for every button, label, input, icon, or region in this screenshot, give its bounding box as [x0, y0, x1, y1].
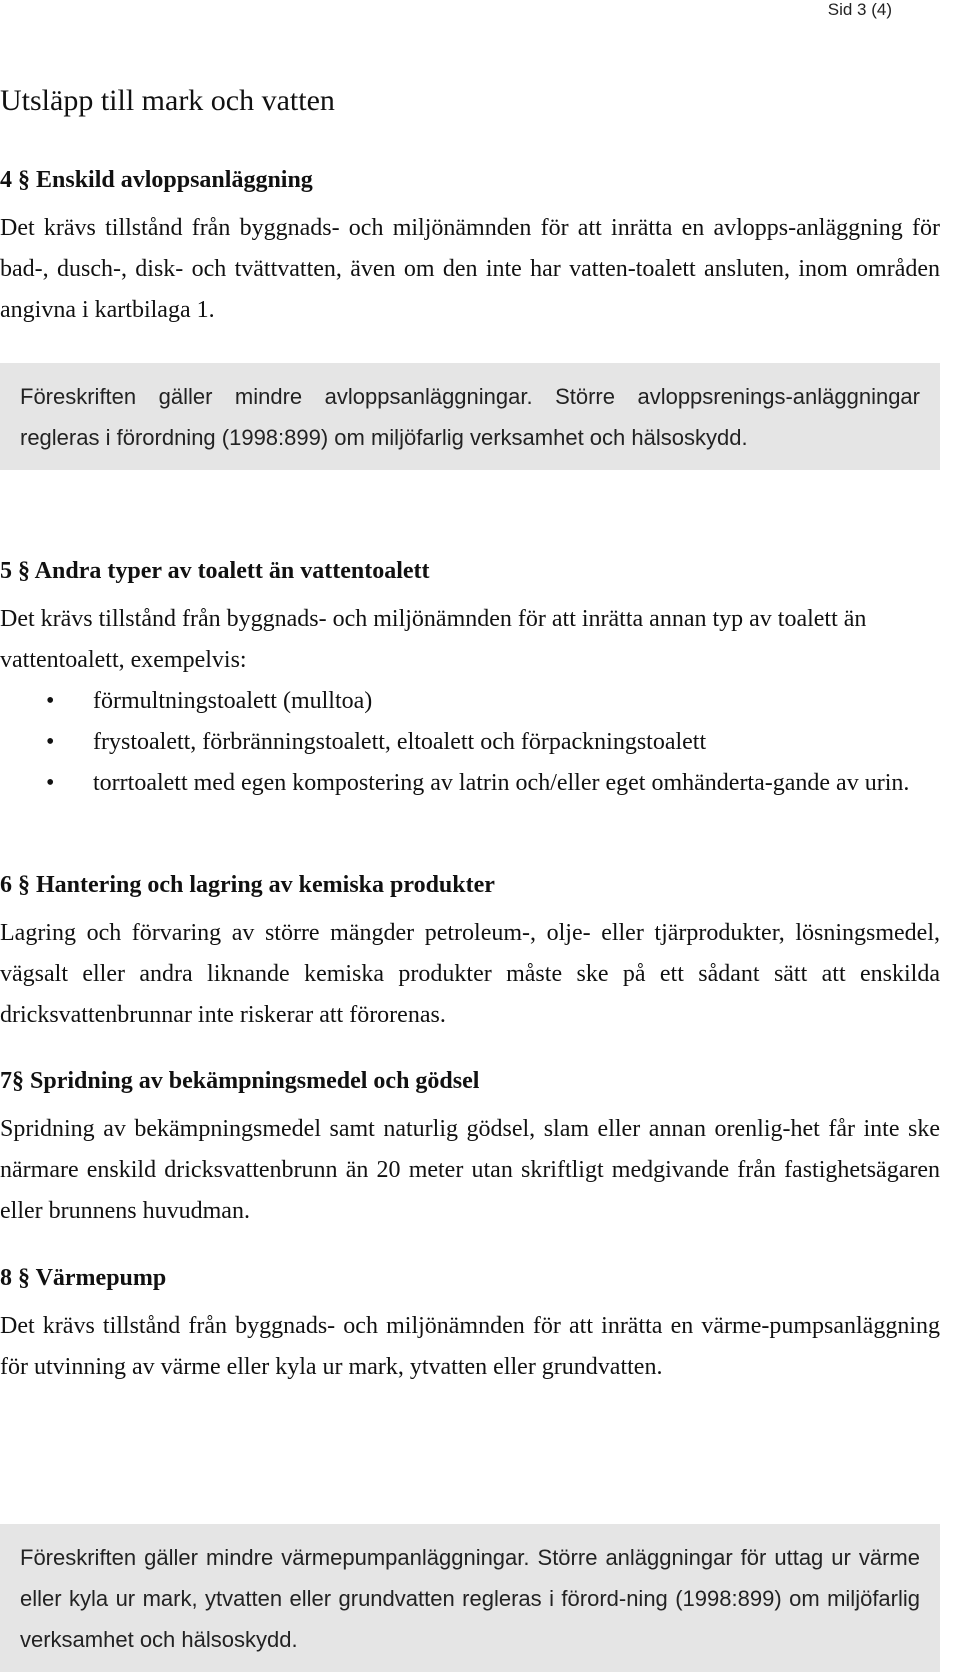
list-item: • förmultningstoalett (mulltoa) — [0, 681, 940, 722]
document-title: Utsläpp till mark och vatten — [0, 84, 335, 117]
section-heading: 5 § Andra typer av toalett än vattentoalett — [0, 558, 430, 584]
bullet-icon: • — [46, 688, 55, 714]
section-7 — [0, 1065, 940, 1232]
bullet-list — [0, 681, 940, 804]
page-number: Sid 3 (4) — [827, 0, 892, 19]
note-box — [0, 363, 940, 470]
section-body: Det krävs tillstånd från byggnads- och miljönämnden för att inrätta en avlopps-anläggning för bad-, dusch-, disk- och tvättvatten, även om den inte har vatten-toalett ansluten, inom områden angivna i kartbilaga 1. — [0, 215, 940, 323]
section-body: Spridning av bekämpningsmedel samt naturlig gödsel, slam eller annan orenlig-het får inte ske närmare enskild dricksvattenbrunn än 20 meter utan skriftligt medgivande från fastighetsägaren eller brunnens huvudman. — [0, 1116, 940, 1224]
section-8 — [0, 1262, 940, 1388]
section-heading: 4 § Enskild avloppsanläggning — [0, 167, 313, 193]
bullet-icon: • — [46, 770, 55, 796]
section-heading: 6 § Hantering och lagring av kemiska produkter — [0, 872, 495, 898]
note-text: Föreskriften gäller mindre avloppsanläggningar. Större avloppsrenings-anläggningar regleras i förordning (1998:899) om miljöfarlig verksamhet och hälsoskydd. — [20, 384, 920, 450]
section-body: Det krävs tillstånd från byggnads- och miljönämnden för att inrätta en värme-pumpsanläggning för utvinning av värme eller kyla ur mark, ytvatten eller grundvatten. — [0, 1313, 940, 1380]
note-box — [0, 1524, 940, 1672]
list-item: • frystoalett, förbränningstoalett, eltoalett och förpackningstoalett — [0, 722, 940, 763]
section-6 — [0, 869, 940, 1036]
section-body: Det krävs tillstånd från byggnads- och miljönämnden för att inrätta annan typ av toalett än vattentoalett, exempelvis: — [0, 606, 867, 673]
section-5 — [0, 555, 940, 804]
section-heading: 7§ Spridning av bekämpningsmedel och gödsel — [0, 1068, 480, 1094]
list-item: • torrtoalett med egen kompostering av latrin och/eller eget omhänderta-gande av urin. — [0, 763, 940, 804]
note-text: Föreskriften gäller mindre värmepumpanläggningar. Större anläggningar för uttag ur värme eller kyla ur mark, ytvatten eller grundvatten regleras i förord-ning (1998:899) om miljöfarlig verksamhet och hälsoskydd. — [20, 1545, 920, 1652]
bullet-icon: • — [46, 729, 55, 755]
section-4 — [0, 164, 940, 331]
section-body: Lagring och förvaring av större mängder petroleum-, olje- eller tjärprodukter, lösningsmedel, vägsalt eller andra liknande kemiska produkter måste ske på ett sådant sätt att enskilda dricksvattenbrunnar inte riskerar att förorenas. — [0, 920, 940, 1028]
section-heading: 8 § Värmepump — [0, 1265, 167, 1291]
